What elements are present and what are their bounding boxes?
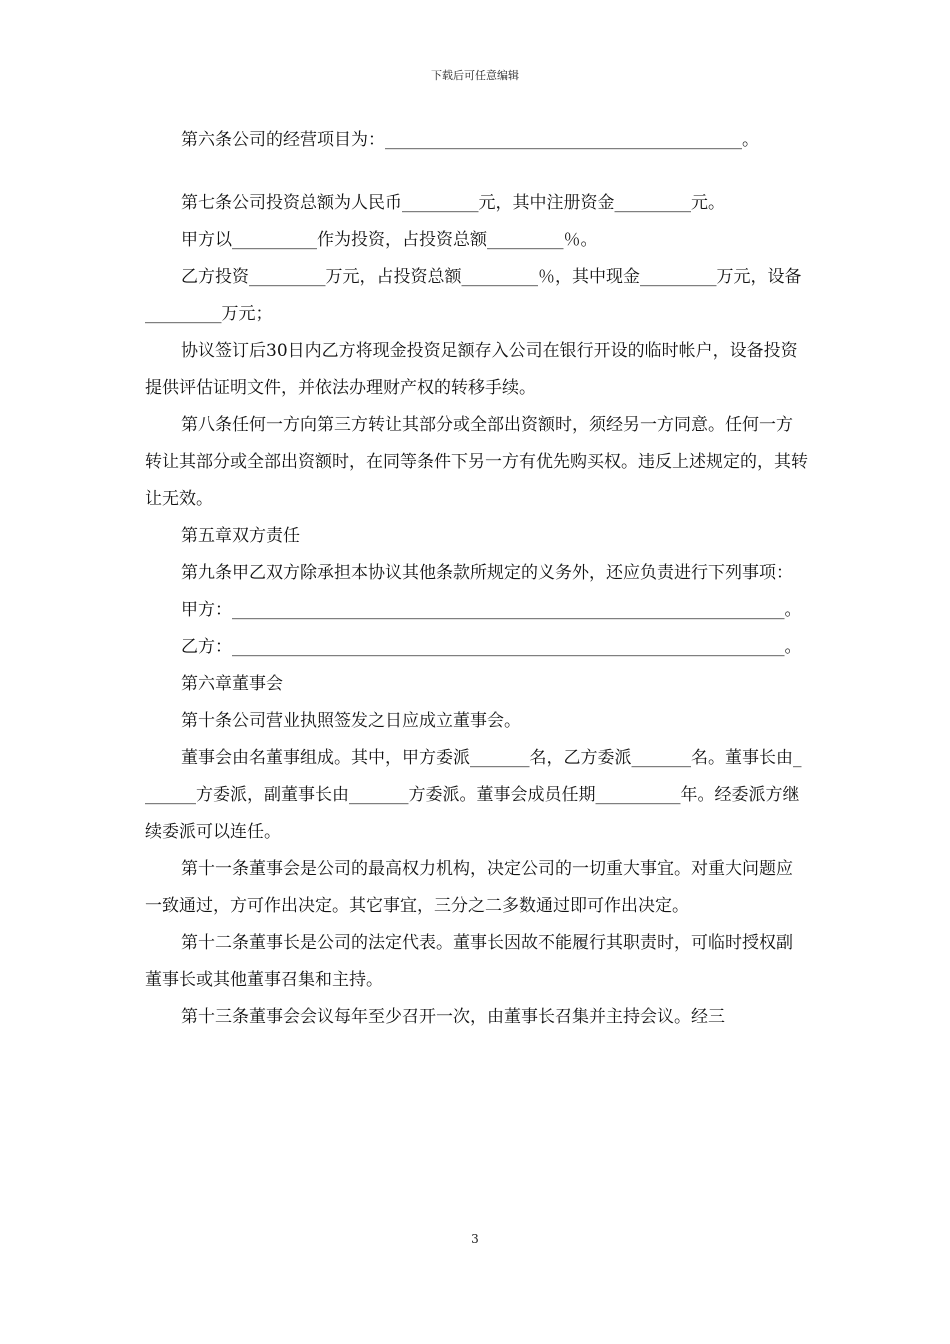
- document-body: [145, 122, 809, 1036]
- deposit-clause: 协议签订后30日内乙方将现金投资足额存入公司在银行开设的临时帐户，设备投资提供评估证明文件，并依法办理财产权的转移手续。: [145, 341, 798, 398]
- chapter-6-heading: 第六章董事会: [181, 674, 283, 694]
- board-composition: 董事会由名董事组成。其中，甲方委派_______名，乙方委派_______名。董事长由_______方委派，副董事长由_______方委派。董事会成员任期__________年。经委派方继续委派可以连任。: [145, 748, 802, 842]
- chapter-5-heading: 第五章双方责任: [181, 526, 300, 546]
- article-10-board: 第十条公司营业执照签发之日应成立董事会。: [181, 711, 521, 731]
- article-11-authority: 第十一条董事会是公司的最高权力机构，决定公司的一切重大事宜。对重大问题应一致通过，方可作出决定。其它事宜，三分之二多数通过即可作出决定。: [145, 859, 793, 916]
- party-b-investment: 乙方投资_________万元，占投资总额_________％，其中现金_________万元，设备_________万元；: [145, 267, 802, 324]
- party-a-investment: 甲方以__________作为投资，占投资总额_________％。: [181, 230, 598, 250]
- article-6-business-scope: 第六条公司的经营项目为：__________________________________________。: [181, 130, 759, 150]
- party-a-duties: 甲方：_________________________________________________________________。: [181, 600, 802, 620]
- page-number: 3: [471, 1232, 479, 1246]
- spacer: [145, 159, 809, 185]
- article-13-meetings: 第十三条董事会会议每年至少召开一次，由董事长召集并主持会议。经三: [181, 1007, 725, 1027]
- article-8-transfer: 第八条任何一方向第三方转让其部分或全部出资额时，须经另一方同意。任何一方转让其部分或全部出资额时，在同等条件下另一方有优先购买权。违反上述规定的，其转让无效。: [145, 415, 808, 509]
- article-7-investment-total: 第七条公司投资总额为人民币_________元，其中注册资金_________元。: [181, 193, 725, 213]
- article-9-duties: 第九条甲乙双方除承担本协议其他条款所规定的义务外，还应负责进行下列事项：: [181, 563, 793, 583]
- party-b-duties: 乙方：_________________________________________________________________。: [181, 637, 802, 657]
- page-header: 下载后可任意编辑: [431, 69, 519, 82]
- article-12-chairman: 第十二条董事长是公司的法定代表。董事长因故不能履行其职责时，可临时授权副董事长或其他董事召集和主持。: [145, 933, 793, 990]
